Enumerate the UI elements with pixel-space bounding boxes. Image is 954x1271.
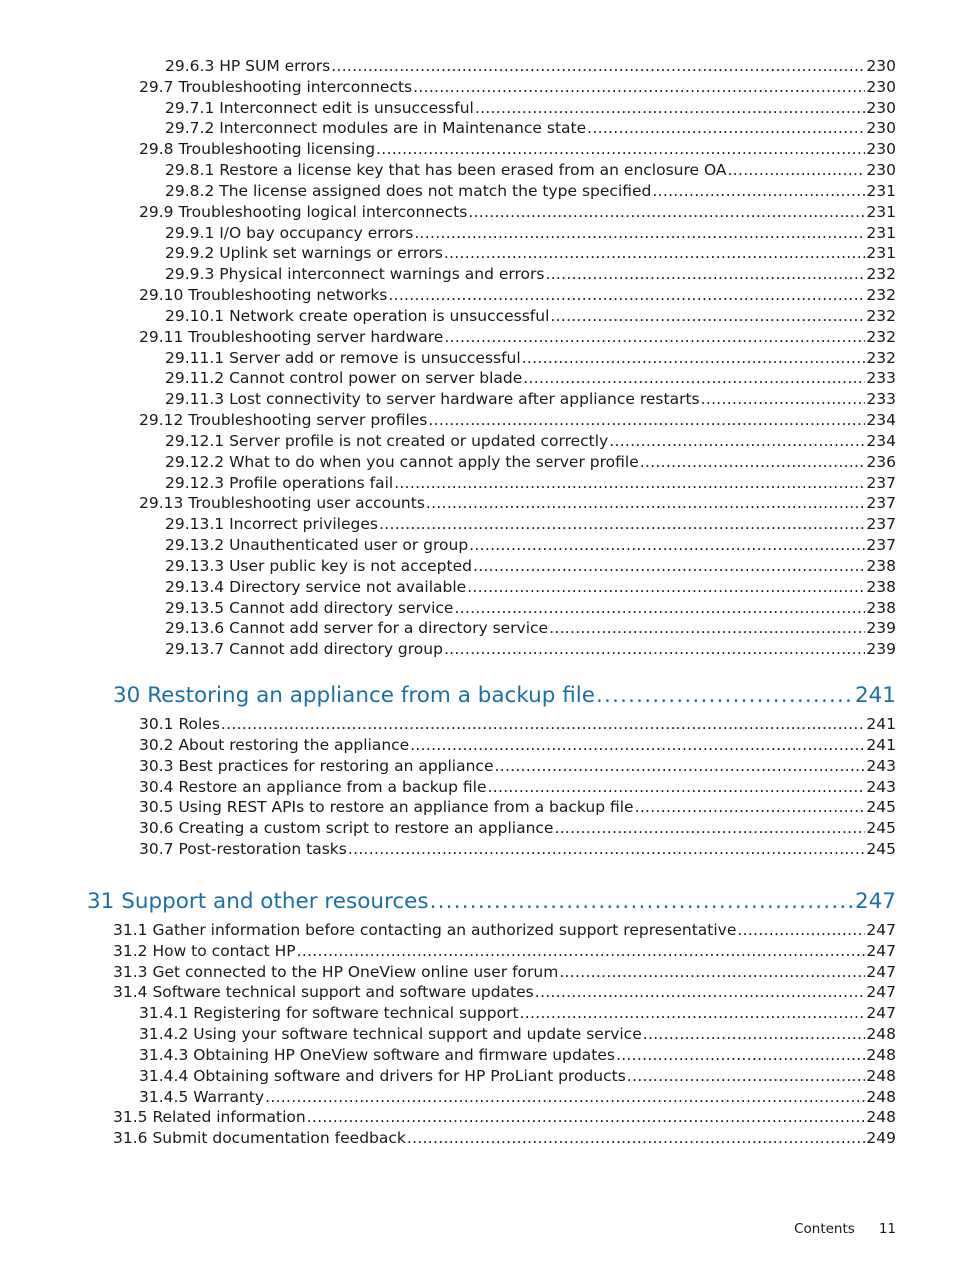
toc-entry-page: 232: [866, 265, 896, 284]
toc-entry-page: 231: [866, 244, 896, 263]
toc-entry[interactable]: [165, 452, 896, 472]
toc-entry[interactable]: [165, 618, 896, 638]
toc-entry-title: 29.13.5 Cannot add directory service: [165, 598, 454, 617]
toc-entry-page: 238: [866, 598, 896, 617]
toc-entry[interactable]: [165, 639, 896, 659]
toc-entry-page: 243: [866, 777, 896, 796]
dot-leader: [221, 714, 865, 734]
toc-entry[interactable]: [139, 797, 896, 817]
toc-entry-title: 30 Restoring an appliance from a backup file: [113, 683, 595, 709]
toc-entry[interactable]: [139, 202, 896, 222]
dot-leader: [643, 1024, 866, 1044]
toc-entry-title: 29.12.3 Profile operations fail: [165, 473, 394, 492]
page-number: 11: [878, 1221, 896, 1237]
dot-leader: [587, 118, 865, 138]
toc-entry-title: 30.1 Roles: [139, 715, 220, 734]
toc-entry-page: 245: [866, 840, 896, 859]
dot-leader: [348, 839, 866, 859]
toc-entry-title: 31 Support and other resources: [87, 888, 429, 914]
toc-entry[interactable]: [139, 1066, 896, 1086]
toc-entry-page: 247: [866, 1004, 896, 1023]
toc-entry[interactable]: [139, 139, 896, 159]
toc-entry[interactable]: [165, 181, 896, 201]
toc-entry-page: 233: [866, 369, 896, 388]
toc-entry[interactable]: [139, 285, 896, 305]
toc-entry-page: 230: [866, 140, 896, 159]
toc-entry-page: 232: [866, 327, 896, 346]
toc-entry-page: 230: [866, 161, 896, 180]
toc-entry-page: 231: [866, 223, 896, 242]
toc-entry-title: 29.11.3 Lost connectivity to server hardware after appliance restarts: [165, 390, 700, 409]
dot-leader: [468, 202, 865, 222]
toc-entry-page: 232: [866, 348, 896, 367]
dot-leader: [407, 1128, 866, 1148]
toc-entry[interactable]: [165, 56, 896, 76]
toc-entry-title: 31.4.2 Using your software technical support and update service: [139, 1025, 642, 1044]
dot-leader: [331, 56, 865, 76]
toc-entry-page: 231: [866, 202, 896, 221]
toc-entry-page: 239: [866, 619, 896, 638]
toc-entry[interactable]: [139, 839, 896, 859]
toc-entry-page: 238: [866, 556, 896, 575]
toc-entry[interactable]: [165, 389, 896, 409]
toc-entry-page: 230: [866, 77, 896, 96]
dot-leader: [414, 223, 865, 243]
dot-leader: [473, 556, 865, 576]
dot-leader: [454, 598, 865, 618]
toc-entry-title: 29.10 Troubleshooting networks: [139, 286, 388, 305]
toc-entry[interactable]: [165, 598, 896, 618]
toc-entry-page: 239: [866, 640, 896, 659]
toc-entry-title: 29.13.2 Unauthenticated user or group: [165, 536, 469, 555]
toc-entry-page: 248: [866, 1045, 896, 1064]
toc-entry-title: 29.11 Troubleshooting server hardware: [139, 327, 444, 346]
toc-entry-title: 31.2 How to contact HP: [113, 941, 296, 960]
dot-leader: [559, 962, 865, 982]
toc-entry-title: 31.4.1 Registering for software technical support: [139, 1004, 519, 1023]
toc-entry-title: 31.4.5 Warranty: [139, 1087, 265, 1106]
toc-entry[interactable]: [165, 223, 896, 243]
dot-leader: [413, 77, 865, 97]
toc-entry-title: 31.6 Submit documentation feedback: [113, 1129, 406, 1148]
toc-entry-page: 248: [866, 1108, 896, 1127]
toc-entry-title: 31.4.4 Obtaining software and drivers for HP ProLiant products: [139, 1066, 626, 1085]
toc-entry-page: 243: [866, 756, 896, 775]
dot-leader: [635, 797, 866, 817]
dot-leader: [467, 577, 865, 597]
toc-entry-title: 29.8 Troubleshooting licensing: [139, 140, 376, 159]
toc-entry-title: 31.3 Get connected to the HP OneView online user forum: [113, 962, 559, 981]
toc-entry[interactable]: [113, 962, 896, 982]
toc-entry-title: 31.1 Gather information before contacting an authorized support representative: [113, 920, 737, 939]
toc-entry-title: 29.7.1 Interconnect edit is unsuccessful: [165, 98, 474, 117]
toc-entry[interactable]: [139, 1003, 896, 1023]
toc-entry[interactable]: [165, 243, 896, 263]
toc-entry[interactable]: [113, 920, 896, 940]
dot-leader: [535, 982, 866, 1002]
dot-leader: [430, 888, 854, 916]
toc-entry-page: 249: [866, 1129, 896, 1148]
dot-leader: [737, 920, 865, 940]
toc-entry[interactable]: [165, 535, 896, 555]
toc-entry[interactable]: [139, 410, 896, 430]
toc-entry-title: 29.8.1 Restore a license key that has been erased from an enclosure OA: [165, 161, 727, 180]
toc-entry[interactable]: [113, 982, 896, 1002]
toc-entry-page: 247: [866, 962, 896, 981]
dot-leader: [627, 1066, 866, 1086]
toc-entry-title: 29.13.7 Cannot add directory group: [165, 640, 443, 659]
page-footer: [794, 1221, 896, 1237]
dot-leader: [701, 389, 866, 409]
toc-entry-title: 31.4.3 Obtaining HP OneView software and firmware updates: [139, 1045, 615, 1064]
toc-entry-title: 30.2 About restoring the appliance: [139, 735, 410, 754]
toc-entry-page: 241: [854, 683, 896, 709]
toc-entry-page: 230: [866, 98, 896, 117]
toc-entry[interactable]: [113, 941, 896, 961]
toc-entry-title: 29.8.2 The license assigned does not match the type specified: [165, 181, 652, 200]
toc-entry-title: 29.12 Troubleshooting server profiles: [139, 411, 428, 430]
dot-leader: [550, 306, 865, 326]
toc-entry-page: 247: [866, 983, 896, 1002]
toc-entry[interactable]: [139, 735, 896, 755]
dot-leader: [616, 1045, 865, 1065]
toc-entry-title: 29.10.1 Network create operation is unsuccessful: [165, 306, 550, 325]
toc-entry-title: 29.9 Troubleshooting logical interconnects: [139, 202, 468, 221]
toc-entry-title: 30.3 Best practices for restoring an appliance: [139, 756, 494, 775]
toc-entry[interactable]: [165, 431, 896, 451]
toc-entry[interactable]: [113, 1107, 896, 1127]
toc-entry[interactable]: [165, 368, 896, 388]
toc-entry-title: 29.9.1 I/O bay occupancy errors: [165, 223, 414, 242]
dot-leader: [265, 1087, 865, 1107]
toc-entry[interactable]: [165, 556, 896, 576]
toc-entry-title: 29.12.2 What to do when you cannot apply the server profile: [165, 452, 639, 471]
toc-entry-title: 29.6.3 HP SUM errors: [165, 57, 331, 75]
dot-leader: [640, 452, 866, 472]
toc-entry[interactable]: [139, 818, 896, 838]
dot-leader: [307, 1107, 866, 1127]
toc-entry[interactable]: [139, 1024, 896, 1044]
toc-entry-page: 247: [866, 941, 896, 960]
toc-entry-page: 233: [866, 390, 896, 409]
dot-leader: [428, 410, 865, 430]
dot-leader: [549, 618, 865, 638]
toc-entry-title: 29.9.3 Physical interconnect warnings and errors: [165, 265, 545, 284]
toc-entry[interactable]: [139, 777, 896, 797]
toc-entry-page: 236: [866, 452, 896, 471]
toc-entry-title: 29.13.4 Directory service not available: [165, 577, 467, 596]
toc-entry-page: 232: [866, 286, 896, 305]
dot-leader: [444, 243, 866, 263]
toc-entry[interactable]: [165, 473, 896, 493]
toc-entry-title: 30.4 Restore an appliance from a backup file: [139, 777, 487, 796]
toc-entry-page: 237: [866, 473, 896, 492]
dot-leader: [475, 98, 866, 118]
toc-entry-title: 29.12.1 Server profile is not created or updated correctly: [165, 431, 609, 450]
toc-entry-page: 232: [866, 306, 896, 325]
toc-entry-title: 29.13.3 User public key is not accepted: [165, 556, 472, 575]
toc-entry[interactable]: [165, 577, 896, 597]
toc-entry-page: 248: [866, 1025, 896, 1044]
dot-leader: [728, 160, 866, 180]
toc-entry[interactable]: [139, 714, 896, 734]
dot-leader: [426, 493, 865, 513]
toc-entry-title: 29.13 Troubleshooting user accounts: [139, 494, 425, 513]
toc-entry-page: 230: [866, 57, 896, 75]
toc-entry-page: 230: [866, 119, 896, 138]
toc-entry[interactable]: [165, 118, 896, 138]
dot-leader: [376, 139, 865, 159]
toc-entry-title: 29.13.6 Cannot add server for a directory service: [165, 619, 549, 638]
toc-entry-title: 30.5 Using REST APIs to restore an appliance from a backup file: [139, 798, 634, 817]
toc-entry-title: 29.9.2 Uplink set warnings or errors: [165, 244, 443, 263]
toc-entry-title: 29.7.2 Interconnect modules are in Maintenance state: [165, 119, 587, 138]
toc-entry-page: 237: [866, 494, 896, 513]
toc-entry-title: 31.5 Related information: [113, 1108, 306, 1127]
toc-entry[interactable]: [165, 98, 896, 118]
toc-entry-page: 245: [866, 798, 896, 817]
footer-label: Contents: [794, 1221, 855, 1237]
toc-entry[interactable]: [165, 264, 896, 284]
dot-leader: [388, 285, 865, 305]
toc-entry-page: 247: [866, 920, 896, 939]
toc-entry-page: 248: [866, 1087, 896, 1106]
toc-chapter-heading[interactable]: [113, 682, 896, 710]
dot-leader: [596, 682, 854, 710]
dot-leader: [523, 368, 865, 388]
toc-entry-page: 248: [866, 1066, 896, 1085]
dot-leader: [522, 348, 866, 368]
toc-entry-title: 31.4 Software technical support and software updates: [113, 983, 534, 1002]
dot-leader: [520, 1003, 866, 1023]
dot-leader: [410, 735, 865, 755]
toc-entry[interactable]: [165, 306, 896, 326]
toc-entry-title: 30.6 Creating a custom script to restore an appliance: [139, 819, 554, 838]
toc-entry[interactable]: [139, 1045, 896, 1065]
toc-entry-title: 29.11.2 Cannot control power on server blade: [165, 369, 523, 388]
toc-entry-page: 245: [866, 819, 896, 838]
toc-entry[interactable]: [165, 514, 896, 534]
dot-leader: [495, 756, 866, 776]
toc-entry-title: 30.7 Post-restoration tasks: [139, 840, 347, 859]
dot-leader: [444, 327, 865, 347]
dot-leader: [545, 264, 865, 284]
toc-entry[interactable]: [165, 160, 896, 180]
dot-leader: [488, 777, 866, 797]
toc-entry-page: 237: [866, 536, 896, 555]
dot-leader: [652, 181, 865, 201]
toc-entry-title: 29.13.1 Incorrect privileges: [165, 515, 378, 534]
dot-leader: [609, 431, 865, 451]
toc-entry-page: 247: [854, 888, 896, 914]
toc-entry[interactable]: [139, 1087, 896, 1107]
dot-leader: [379, 514, 865, 534]
toc-entry[interactable]: [139, 493, 896, 513]
toc-chapter-heading[interactable]: [87, 888, 896, 916]
dot-leader: [554, 818, 865, 838]
dot-leader: [394, 473, 865, 493]
dot-leader: [297, 941, 866, 961]
dot-leader: [469, 535, 865, 555]
toc-entry[interactable]: [139, 756, 896, 776]
toc-entry-page: 234: [866, 431, 896, 450]
toc-entry-page: 241: [866, 715, 896, 734]
dot-leader: [444, 639, 865, 659]
toc-entry-page: 241: [866, 735, 896, 754]
toc-entry-page: 237: [866, 515, 896, 534]
toc-entry-page: 231: [866, 181, 896, 200]
toc-entry[interactable]: [113, 1128, 896, 1148]
toc-entry-title: 29.11.1 Server add or remove is unsuccessful: [165, 348, 521, 367]
toc-entry[interactable]: [139, 77, 896, 97]
toc-entry-title: 29.7 Troubleshooting interconnects: [139, 77, 413, 96]
toc-entry[interactable]: [165, 348, 896, 368]
toc-entry[interactable]: [139, 327, 896, 347]
toc-entry-page: 234: [866, 411, 896, 430]
toc-entry-page: 238: [866, 577, 896, 596]
